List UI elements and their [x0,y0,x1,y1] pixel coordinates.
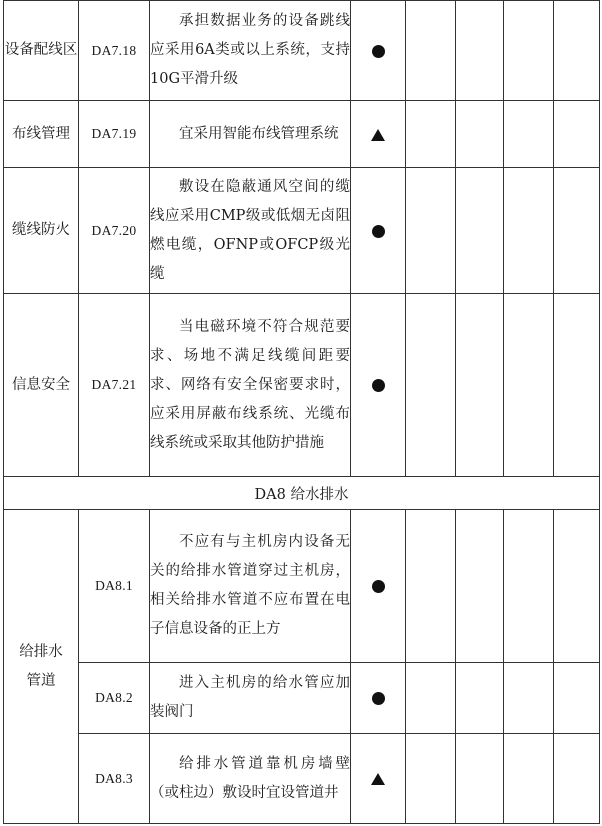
table-row [4,168,600,294]
item-cell: 缆线防火 [4,168,79,294]
empty-cell [554,101,600,168]
empty-cell [554,168,600,294]
requirement-cell: 宜采用智能布线管理系统 [150,101,351,168]
grade-cell [351,1,406,101]
requirement-cell: 进入主机房的给水管应加装阀门 [150,663,351,734]
empty-cell [504,168,554,294]
empty-cell [406,294,456,477]
table-row [4,1,600,101]
filled-circle-icon [372,379,385,392]
requirement-cell: 当电磁环境不符合规范要求、场地不满足线缆间距要求、网络有安全保密要求时，应采用屏蔽布线系统、光缆布线系统或采取其他防护措施 [150,294,351,477]
empty-cell [456,101,504,168]
grade-cell [351,168,406,294]
section-title: DA8 给水排水 [4,477,600,510]
filled-triangle-icon [371,773,385,785]
empty-cell [406,510,456,663]
empty-cell [406,1,456,101]
empty-cell [504,1,554,101]
table-row [4,734,600,824]
code-cell: DA8.1 [79,510,150,663]
filled-circle-icon [372,45,385,58]
filled-circle-icon [372,692,385,705]
empty-cell [406,101,456,168]
empty-cell [504,734,554,824]
item-cell [4,1,79,101]
empty-cell [456,663,504,734]
filled-triangle-icon [371,129,385,141]
empty-cell [504,663,554,734]
code-cell: DA8.3 [79,734,150,824]
requirement-cell: 不应有与主机房内设备无关的给排水管道穿过主机房，相关给排水管道不应布置在电子信息设备的正上方 [150,510,351,663]
code-cell: DA8.2 [79,663,150,734]
grade-cell [351,510,406,663]
code-cell: DA7.18 [79,1,150,101]
filled-circle-icon [372,580,385,593]
empty-cell [406,663,456,734]
filled-circle-icon [372,225,385,238]
empty-cell [406,734,456,824]
empty-cell [554,663,600,734]
code-cell: DA7.19 [79,101,150,168]
specification-table [3,0,600,824]
grade-cell [351,294,406,477]
item-cell: 布线管理 [4,101,79,168]
code-cell: DA7.21 [79,294,150,477]
empty-cell [504,294,554,477]
group-item-cell [4,510,79,824]
grade-cell [351,734,406,824]
group-item-label: 给排水管道 [19,643,63,689]
code-cell: DA7.20 [79,168,150,294]
grade-cell [351,101,406,168]
empty-cell [406,168,456,294]
table-row [4,101,600,168]
table-row [4,663,600,734]
item-cell: 信息安全 [4,294,79,477]
item-label: 设备配线区 [4,42,78,58]
empty-cell [554,510,600,663]
requirement-cell: 敷设在隐蔽通风空间的缆线应采用CMP级或低烟无卤阻燃电缆，OFNP或OFCP级光缆 [150,168,351,294]
empty-cell [554,294,600,477]
section-row [4,477,600,510]
requirement-cell: 承担数据业务的设备跳线应采用6A类或以上系统，支持10G平滑升级 [150,1,351,101]
table-row [4,294,600,477]
requirement-cell: 给排水管道靠机房墙壁（或柱边）敷设时宜设管道井 [150,734,351,824]
empty-cell [456,510,504,663]
table-row [4,510,600,663]
empty-cell [504,101,554,168]
grade-cell [351,663,406,734]
empty-cell [456,734,504,824]
empty-cell [456,168,504,294]
empty-cell [456,294,504,477]
empty-cell [456,1,504,101]
empty-cell [554,734,600,824]
empty-cell [554,1,600,101]
empty-cell [504,510,554,663]
